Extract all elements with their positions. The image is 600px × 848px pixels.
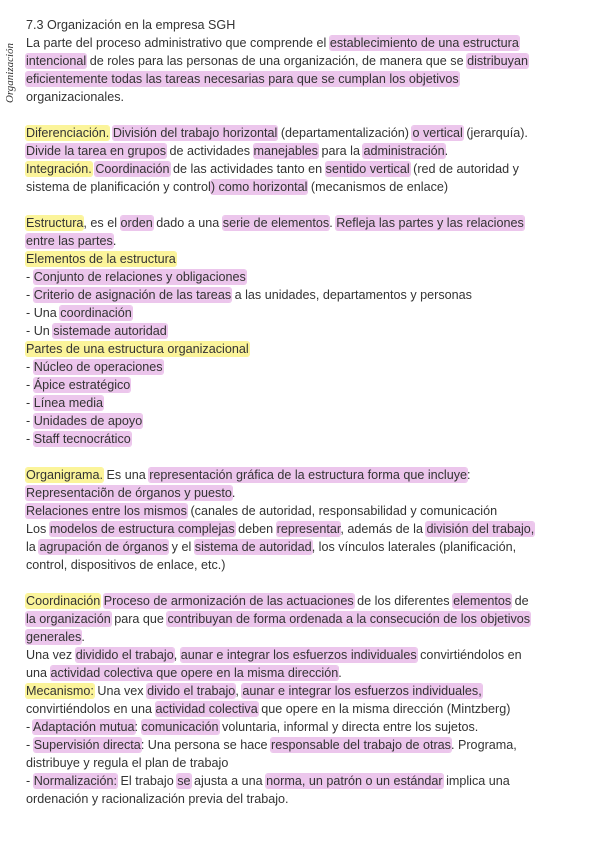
text-segment: - <box>26 720 33 734</box>
text-segment: - <box>26 378 34 392</box>
text-line <box>26 466 591 484</box>
pink-highlight: Conjunto de relaciones y obligaciones <box>33 270 246 284</box>
paragraph-gap <box>26 196 591 214</box>
pink-highlight: aunar e integrar los esfuerzos individuales, <box>242 684 482 698</box>
text-segment: - <box>26 774 34 788</box>
text-line <box>26 772 591 790</box>
text-segment: : <box>134 720 142 734</box>
text-line <box>26 142 591 160</box>
text-segment: y el <box>168 540 195 554</box>
pink-highlight: o vertical <box>412 126 463 140</box>
text-line <box>26 790 591 808</box>
text-segment: distribuye y regula el plan de trabajo <box>26 756 229 770</box>
text-segment: deben <box>234 522 277 536</box>
text-line <box>26 646 591 664</box>
text-line <box>26 520 591 538</box>
pink-highlight: Relaciones entre los mismos <box>26 504 187 518</box>
text-segment: . <box>112 234 117 248</box>
pink-highlight: ) como horizontal <box>210 180 308 194</box>
text-line <box>26 484 591 502</box>
text-segment: El trabajo <box>117 774 178 788</box>
text-segment: - <box>26 396 34 410</box>
text-segment: implica una <box>442 774 510 788</box>
text-line <box>26 214 591 232</box>
text-line <box>26 754 591 772</box>
pink-highlight: intencional <box>26 54 87 68</box>
paragraph-gap <box>26 106 591 124</box>
paragraph-gap <box>26 574 591 592</box>
text-line <box>26 322 591 340</box>
pink-highlight: Núcleo de operaciones <box>33 360 163 374</box>
pink-highlight: elementos <box>453 594 512 608</box>
text-line <box>26 610 591 628</box>
text-segment: una <box>26 666 51 680</box>
pink-highlight: manejables <box>253 144 318 158</box>
pink-highlight: Ápice estratégico <box>33 378 131 392</box>
text-line <box>26 16 591 34</box>
text-line <box>26 682 591 700</box>
document-body <box>26 16 591 808</box>
text-line <box>26 592 591 610</box>
text-segment: para que <box>110 612 168 626</box>
text-segment: a las unidades, departamentos y personas <box>231 288 472 302</box>
pink-highlight: modelos de estructura complejas <box>49 522 235 536</box>
text-segment: (red de autoridad y <box>409 162 519 176</box>
yellow-highlight: Estructura <box>26 216 84 230</box>
pink-highlight: Refleja las partes y las relaciones <box>336 216 524 230</box>
pink-highlight: generales <box>26 630 82 644</box>
text-line <box>26 304 591 322</box>
yellow-highlight: Mecanismo: <box>26 684 94 698</box>
text-segment: 7.3 Organización en la empresa SGH <box>26 18 236 32</box>
text-segment: , además de la <box>340 522 427 536</box>
text-segment: La parte del proceso administrativo que comprende el <box>26 36 330 50</box>
pink-highlight: distribuyan <box>467 54 528 68</box>
text-line <box>26 250 591 268</box>
text-segment: para la <box>317 144 364 158</box>
text-line <box>26 376 591 394</box>
text-line <box>26 286 591 304</box>
text-segment: la <box>26 540 40 554</box>
text-segment: , los vínculos laterales (planificación, <box>311 540 517 554</box>
pink-highlight: representación gráfica de la estructura forma que incluye <box>149 468 468 482</box>
text-segment: ajusta a una <box>190 774 267 788</box>
handwritten-margin-note <box>2 28 24 118</box>
text-line <box>26 52 591 70</box>
text-segment: . <box>444 144 449 158</box>
text-segment: , es el <box>83 216 121 230</box>
text-segment: , <box>173 648 181 662</box>
text-segment: (departamentalización) <box>277 126 413 140</box>
yellow-highlight: Diferenciación. <box>26 126 110 140</box>
yellow-highlight: Partes de una estructura organizacional <box>26 342 249 356</box>
pink-highlight: sistema de autoridad <box>194 540 312 554</box>
pink-highlight: Supervisión directa <box>33 738 141 752</box>
text-segment: , <box>235 684 243 698</box>
pink-highlight: aunar e integrar los esfuerzos individuales <box>180 648 417 662</box>
paragraph-gap <box>26 448 591 466</box>
text-segment: de los diferentes <box>353 594 454 608</box>
pink-highlight: dividido el trabajo <box>75 648 174 662</box>
yellow-highlight: Organigrama. <box>26 468 103 482</box>
text-segment: . <box>338 666 342 680</box>
text-segment: sistema de planificación y control <box>26 180 211 194</box>
pink-highlight: contribuyan de forma ordenada a la consecución de los objetivos <box>167 612 531 626</box>
text-segment: de actividades <box>166 144 254 158</box>
text-line <box>26 412 591 430</box>
text-segment: convirtiéndolos en una <box>26 702 156 716</box>
text-segment: - <box>26 270 34 284</box>
text-segment: . <box>231 486 236 500</box>
pink-highlight: Staff tecnocrático <box>33 432 131 446</box>
pink-highlight: comunicación <box>141 720 219 734</box>
pink-highlight: establecimiento de una estructura <box>329 36 519 50</box>
text-segment: . Programa, <box>450 738 517 752</box>
pink-highlight: División del trabajo horizontal <box>112 126 278 140</box>
text-segment: dado a una <box>152 216 223 230</box>
pink-highlight: divido el trabajo <box>147 684 236 698</box>
pink-highlight: agrupación de órganos <box>39 540 169 554</box>
text-segment: de roles para las personas de una organización, de manera que se <box>86 54 468 68</box>
text-segment: : <box>467 468 471 482</box>
pink-highlight: sistemade autoridad <box>53 324 167 338</box>
text-line <box>26 178 591 196</box>
text-segment: - Una <box>26 306 61 320</box>
pink-highlight: Criterio de asignación de las tareas <box>33 288 232 302</box>
text-segment: : Una persona se hace <box>140 738 272 752</box>
text-line <box>26 124 591 142</box>
pink-highlight: Divide la tarea en grupos <box>26 144 167 158</box>
text-segment: (mecanismos de enlace) <box>307 180 449 194</box>
text-line <box>26 232 591 250</box>
text-line <box>26 502 591 520</box>
pink-highlight: responsable del trabajo de otras <box>271 738 451 752</box>
pink-highlight: Representaciõn de órganos y puesto <box>26 486 232 500</box>
text-segment: (canales de autoridad, responsabilidad y comunicación <box>186 504 498 518</box>
text-segment: Es una <box>103 468 150 482</box>
pink-highlight: coordinación <box>60 306 132 320</box>
pink-highlight: división del trabajo, <box>426 522 535 536</box>
text-line <box>26 70 591 88</box>
pink-highlight: norma, un patrón o un estándar <box>266 774 443 788</box>
pink-highlight: actividad colectiva <box>155 702 258 716</box>
text-segment: Los <box>26 522 50 536</box>
text-segment: de las actividades tanto en <box>169 162 326 176</box>
pink-highlight: eficientemente todas las tareas necesarias para que se cumplan los objetivos <box>26 72 459 86</box>
pink-highlight: administración <box>363 144 445 158</box>
text-line <box>26 88 591 106</box>
text-line <box>26 718 591 736</box>
margin-note-text: Organización <box>4 42 16 104</box>
text-segment: (jerarquía). <box>462 126 528 140</box>
text-segment: control, dispositivos de enlace, etc.) <box>26 558 226 572</box>
text-line <box>26 556 591 574</box>
pink-highlight: sentido vertical <box>325 162 410 176</box>
pink-highlight: Adaptación mutua <box>33 720 135 734</box>
text-line <box>26 358 591 376</box>
text-segment: . <box>329 216 337 230</box>
pink-highlight: orden <box>120 216 153 230</box>
pink-highlight: Línea media <box>33 396 104 410</box>
text-segment: - <box>26 432 34 446</box>
text-line <box>26 340 591 358</box>
pink-highlight: se <box>177 774 191 788</box>
pink-highlight: Normalización: <box>33 774 117 788</box>
text-segment: - <box>26 288 34 302</box>
pink-highlight: serie de elementos <box>222 216 330 230</box>
yellow-highlight: Elementos de la estructura <box>26 252 176 266</box>
text-line <box>26 538 591 556</box>
text-segment: que opere en la misma dirección (Mintzberg) <box>257 702 511 716</box>
yellow-highlight: Coordinación <box>26 594 101 608</box>
text-segment: . <box>81 630 85 644</box>
text-segment: - Un <box>26 324 54 338</box>
text-segment: organizacionales. <box>26 90 125 104</box>
text-segment: - <box>26 738 34 752</box>
pink-highlight: Unidades de apoyo <box>33 414 143 428</box>
text-line <box>26 394 591 412</box>
pink-highlight: la organización <box>26 612 111 626</box>
text-segment: - <box>26 360 34 374</box>
text-line <box>26 736 591 754</box>
text-line <box>26 268 591 286</box>
text-segment: ordenación y racionalización previa del trabajo. <box>26 792 289 806</box>
text-segment: convirtiéndolos en <box>416 648 522 662</box>
text-segment: Una vex <box>93 684 148 698</box>
text-segment: de <box>511 594 529 608</box>
text-line <box>26 628 591 646</box>
text-segment: - <box>26 414 34 428</box>
pink-highlight: entre las partes <box>26 234 113 248</box>
pink-highlight: representar <box>276 522 341 536</box>
text-line <box>26 700 591 718</box>
text-line <box>26 34 591 52</box>
text-segment: voluntaria, informal y directa entre los sujetos. <box>218 720 479 734</box>
text-segment: Una vez <box>26 648 76 662</box>
pink-highlight: actividad colectiva que opere en la misma dirección <box>50 666 339 680</box>
text-line <box>26 664 591 682</box>
text-line <box>26 430 591 448</box>
pink-highlight: Proceso de armonización de las actuaciones <box>103 594 354 608</box>
yellow-highlight: Integración. <box>26 162 92 176</box>
pink-highlight: Coordinación <box>95 162 170 176</box>
text-line <box>26 160 591 178</box>
